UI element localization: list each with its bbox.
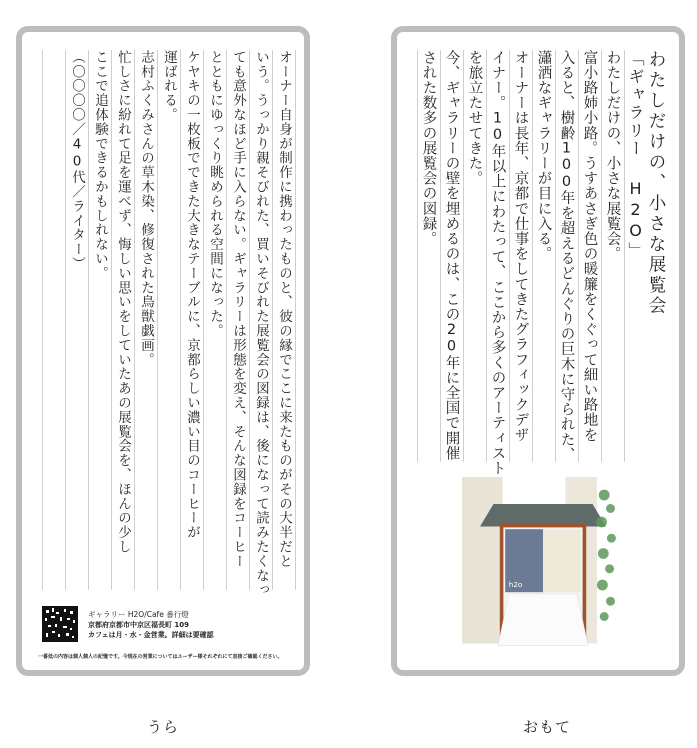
card-subtitle: 「ギャラリー H2O」 (626, 50, 645, 260)
text-column (157, 50, 180, 590)
column-text: 運ばれる。 (161, 50, 177, 122)
ruled-line (295, 50, 296, 590)
text-column (65, 50, 88, 590)
column-text: 富小路姉小路。うすあさぎ色の暖簾をくぐって細い路地を (581, 50, 598, 443)
disclaimer-note: 一番低の内容は個人個人の記憶です。今現在の営業についてはユーザー様それぞれにて直接ご確認ください。 (38, 654, 283, 660)
text-column (509, 50, 532, 462)
text-column (417, 50, 440, 462)
text-column (463, 50, 486, 462)
card-back (16, 26, 310, 676)
card-title: わたしだけの、小さな展覧会 (646, 50, 666, 317)
text-column (249, 50, 272, 598)
column-text: 忙しさに紛れて足を運べず、悔しい思いをしていたあの展覧会を、ほんの少し (115, 50, 131, 554)
column-text: （〇〇〇〇／40代／ライター） (69, 50, 85, 271)
text-column (272, 50, 295, 590)
ruled-line (42, 50, 43, 590)
qr-code (42, 606, 78, 642)
column-text: わたしだけの、小さな展覧会。 (604, 50, 621, 262)
subtitle-column (624, 50, 647, 462)
column-text: オーナーは長年、京都で仕事をしてきたグラフィックデザ (512, 50, 529, 443)
column-text: 入ると、樹齢100年を超えるどんぐりの巨木に守られた、 (558, 50, 575, 463)
text-column (555, 50, 578, 462)
text-column (111, 50, 134, 590)
column-text: ここで追体験できるかもしれない。 (92, 50, 108, 281)
card-front (391, 26, 685, 676)
text-column (180, 50, 203, 590)
column-text: 瀟洒なギャラリーが目に入る。 (535, 50, 552, 262)
text-column (578, 50, 601, 462)
shop-hours: カフェは月・水・金営業。詳細は要確認 (88, 631, 214, 639)
shop-details (88, 610, 214, 640)
column-text: ても意外なほど手に入らない。ギャラリーは形態を変え、そんな図録をコーヒー (230, 50, 246, 569)
column-text: オーナー自身が制作に携わったものと、彼の縁でここに来たものがその大半だと (276, 50, 292, 569)
caption-back: うら (147, 718, 180, 736)
caption-front: おもて (523, 718, 572, 736)
text-column (203, 50, 226, 590)
column-text: 志村ふくみさんの草木染、修復された鳥獣戯画。 (138, 50, 154, 367)
title-column (646, 50, 669, 462)
text-column (601, 50, 624, 462)
ruled-line (417, 50, 418, 462)
sign-text: h2o (508, 579, 523, 589)
column-text: とともにゆっくり眺められる空間になった。 (207, 50, 223, 338)
column-text: いう。うっかり親そびれた、買いそびれた展覧会の図録は、後になって読みたくなっ (253, 50, 269, 598)
shop-name: ギャラリー H2O/Cafe 番行燈 (88, 610, 189, 619)
column-text: された数多の展覧会の図録。 (420, 50, 437, 247)
text-column (88, 50, 111, 590)
column-text: を旅立たせてきた。 (466, 50, 483, 186)
column-text: 今、ギャラリーの壁を埋めるのは、この20年に全国で開催 (443, 50, 460, 461)
text-column (134, 50, 157, 590)
text-column (440, 50, 463, 462)
text-column (486, 50, 509, 476)
entrance-illustration (453, 468, 633, 648)
shop-address: 京都府京都市中京区福長町 109 (88, 621, 190, 629)
column-text: イナー。10年以上にわたって、ここから多くのアーティスト (489, 50, 506, 476)
text-column (532, 50, 555, 462)
text-column (226, 50, 249, 590)
column-text: ケヤキの一枚板でできた大きなテーブルに、京都らしい濃い目のコーヒーが (184, 50, 200, 540)
